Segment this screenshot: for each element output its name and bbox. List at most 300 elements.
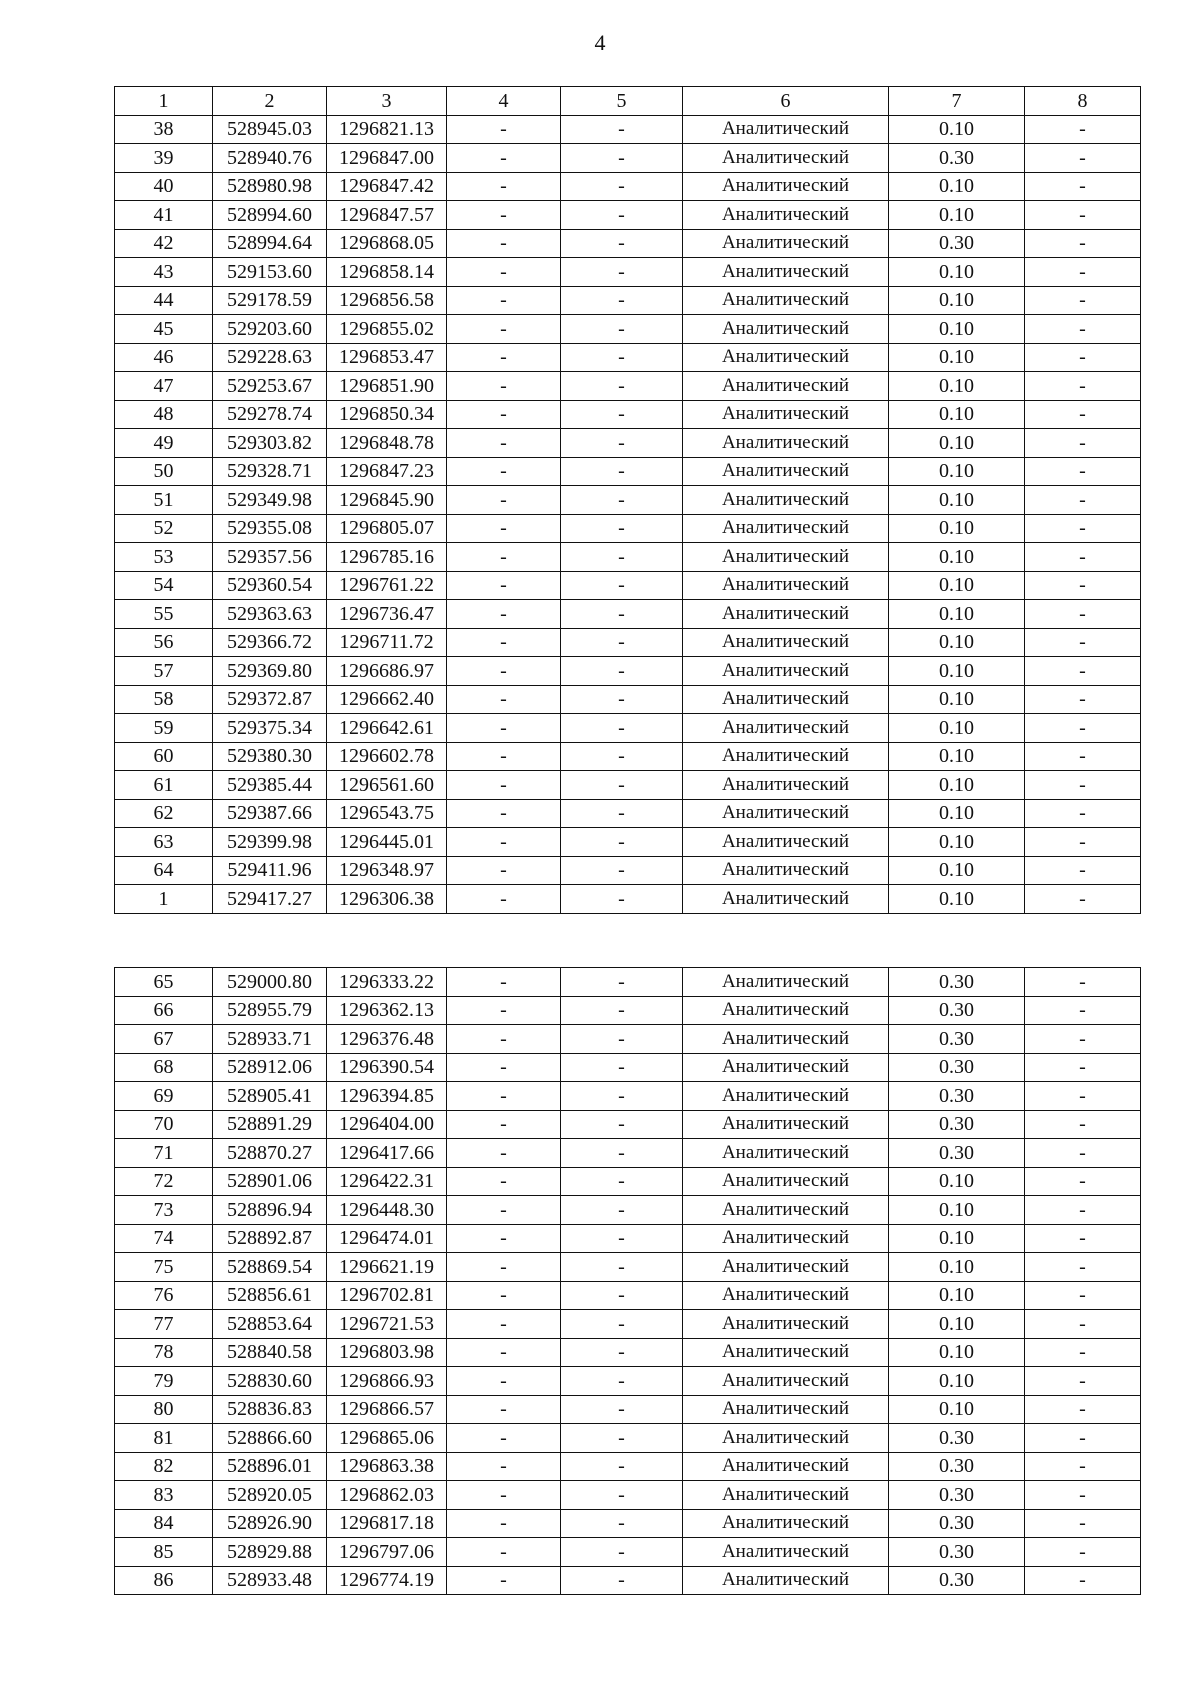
point-number-cell: 52 xyxy=(115,514,213,543)
method-cell: Аналитический xyxy=(683,1367,889,1396)
x-coordinate-cell: 528912.06 xyxy=(213,1053,327,1082)
col-5-value-cell: - xyxy=(561,828,683,857)
table-row xyxy=(115,1310,1141,1339)
col-4-value-cell: - xyxy=(447,1509,561,1538)
col-8-value-cell: - xyxy=(1025,1424,1141,1453)
x-coordinate-cell: 529153.60 xyxy=(213,258,327,287)
x-coordinate-cell: 529000.80 xyxy=(213,968,327,997)
col-4-value-cell: - xyxy=(447,514,561,543)
accuracy-cell: 0.10 xyxy=(889,742,1025,771)
accuracy-cell: 0.10 xyxy=(889,201,1025,230)
col-4-value-cell: - xyxy=(447,400,561,429)
x-coordinate-cell: 528933.71 xyxy=(213,1025,327,1054)
table-row xyxy=(115,968,1141,997)
col-5-value-cell: - xyxy=(561,1566,683,1595)
table-row xyxy=(115,429,1141,458)
point-number-cell: 72 xyxy=(115,1167,213,1196)
x-coordinate-cell: 529387.66 xyxy=(213,799,327,828)
method-cell: Аналитический xyxy=(683,115,889,144)
point-number-cell: 55 xyxy=(115,600,213,629)
col-5-value-cell: - xyxy=(561,115,683,144)
col-5-value-cell: - xyxy=(561,258,683,287)
x-coordinate-cell: 529363.63 xyxy=(213,600,327,629)
coordinates-table-continued xyxy=(114,967,1141,1595)
method-cell: Аналитический xyxy=(683,657,889,686)
method-cell: Аналитический xyxy=(683,628,889,657)
method-cell: Аналитический xyxy=(683,1025,889,1054)
y-coordinate-cell: 1296417.66 xyxy=(327,1139,447,1168)
col-8-value-cell: - xyxy=(1025,1509,1141,1538)
accuracy-cell: 0.10 xyxy=(889,372,1025,401)
col-5-value-cell: - xyxy=(561,543,683,572)
point-number-cell: 71 xyxy=(115,1139,213,1168)
col-5-value-cell: - xyxy=(561,1139,683,1168)
table-row xyxy=(115,771,1141,800)
y-coordinate-cell: 1296376.48 xyxy=(327,1025,447,1054)
col-4-value-cell: - xyxy=(447,1053,561,1082)
col-8-value-cell: - xyxy=(1025,372,1141,401)
y-coordinate-cell: 1296774.19 xyxy=(327,1566,447,1595)
col-4-value-cell: - xyxy=(447,1281,561,1310)
point-number-cell: 65 xyxy=(115,968,213,997)
y-coordinate-cell: 1296863.38 xyxy=(327,1452,447,1481)
col-8-value-cell: - xyxy=(1025,742,1141,771)
y-coordinate-cell: 1296702.81 xyxy=(327,1281,447,1310)
col-4-value-cell: - xyxy=(447,1367,561,1396)
col-4-value-cell: - xyxy=(447,343,561,372)
accuracy-cell: 0.10 xyxy=(889,400,1025,429)
x-coordinate-cell: 529355.08 xyxy=(213,514,327,543)
table-row xyxy=(115,144,1141,173)
y-coordinate-cell: 1296561.60 xyxy=(327,771,447,800)
point-number-cell: 79 xyxy=(115,1367,213,1396)
x-coordinate-cell: 528994.64 xyxy=(213,229,327,258)
col-5-value-cell: - xyxy=(561,429,683,458)
method-cell: Аналитический xyxy=(683,1424,889,1453)
x-coordinate-cell: 528994.60 xyxy=(213,201,327,230)
col-8-value-cell: - xyxy=(1025,1281,1141,1310)
method-cell: Аналитический xyxy=(683,1538,889,1567)
col-5-value-cell: - xyxy=(561,372,683,401)
method-cell: Аналитический xyxy=(683,714,889,743)
table-row xyxy=(115,1281,1141,1310)
table-row xyxy=(115,1395,1141,1424)
y-coordinate-cell: 1296686.97 xyxy=(327,657,447,686)
accuracy-cell: 0.10 xyxy=(889,1253,1025,1282)
col-5-value-cell: - xyxy=(561,1110,683,1139)
accuracy-cell: 0.30 xyxy=(889,1082,1025,1111)
method-cell: Аналитический xyxy=(683,1082,889,1111)
y-coordinate-cell: 1296847.57 xyxy=(327,201,447,230)
col-4-value-cell: - xyxy=(447,714,561,743)
col-8-value-cell: - xyxy=(1025,1082,1141,1111)
col-5-value-cell: - xyxy=(561,172,683,201)
accuracy-cell: 0.10 xyxy=(889,457,1025,486)
method-cell: Аналитический xyxy=(683,1310,889,1339)
method-cell: Аналитический xyxy=(683,343,889,372)
method-cell: Аналитический xyxy=(683,486,889,515)
x-coordinate-cell: 528980.98 xyxy=(213,172,327,201)
point-number-cell: 40 xyxy=(115,172,213,201)
x-coordinate-cell: 528856.61 xyxy=(213,1281,327,1310)
col-5-value-cell: - xyxy=(561,571,683,600)
accuracy-cell: 0.10 xyxy=(889,714,1025,743)
method-cell: Аналитический xyxy=(683,457,889,486)
col-5-value-cell: - xyxy=(561,657,683,686)
x-coordinate-cell: 528836.83 xyxy=(213,1395,327,1424)
col-4-value-cell: - xyxy=(447,628,561,657)
col-8-value-cell: - xyxy=(1025,1167,1141,1196)
col-8-value-cell: - xyxy=(1025,1566,1141,1595)
method-cell: Аналитический xyxy=(683,828,889,857)
x-coordinate-cell: 528933.48 xyxy=(213,1566,327,1595)
col-4-value-cell: - xyxy=(447,600,561,629)
accuracy-cell: 0.10 xyxy=(889,799,1025,828)
col-8-value-cell: - xyxy=(1025,1110,1141,1139)
point-number-cell: 42 xyxy=(115,229,213,258)
col-5-value-cell: - xyxy=(561,1281,683,1310)
point-number-cell: 75 xyxy=(115,1253,213,1282)
col-8-value-cell: - xyxy=(1025,1452,1141,1481)
x-coordinate-cell: 529366.72 xyxy=(213,628,327,657)
point-number-cell: 76 xyxy=(115,1281,213,1310)
x-coordinate-cell: 528896.94 xyxy=(213,1196,327,1225)
accuracy-cell: 0.10 xyxy=(889,856,1025,885)
accuracy-cell: 0.10 xyxy=(889,1224,1025,1253)
y-coordinate-cell: 1296362.13 xyxy=(327,996,447,1025)
accuracy-cell: 0.10 xyxy=(889,486,1025,515)
x-coordinate-cell: 528920.05 xyxy=(213,1481,327,1510)
method-cell: Аналитический xyxy=(683,315,889,344)
point-number-cell: 39 xyxy=(115,144,213,173)
col-8-value-cell: - xyxy=(1025,429,1141,458)
point-number-cell: 58 xyxy=(115,685,213,714)
accuracy-cell: 0.10 xyxy=(889,1281,1025,1310)
x-coordinate-cell: 529380.30 xyxy=(213,742,327,771)
y-coordinate-cell: 1296306.38 xyxy=(327,885,447,914)
point-number-cell: 68 xyxy=(115,1053,213,1082)
point-number-cell: 46 xyxy=(115,343,213,372)
table-row xyxy=(115,600,1141,629)
col-8-value-cell: - xyxy=(1025,1538,1141,1567)
table-row xyxy=(115,286,1141,315)
header-cell-5: 5 xyxy=(561,87,683,116)
table-row xyxy=(115,115,1141,144)
method-cell: Аналитический xyxy=(683,1139,889,1168)
method-cell: Аналитический xyxy=(683,1452,889,1481)
point-number-cell: 57 xyxy=(115,657,213,686)
col-8-value-cell: - xyxy=(1025,771,1141,800)
col-4-value-cell: - xyxy=(447,115,561,144)
x-coordinate-cell: 528929.88 xyxy=(213,1538,327,1567)
col-8-value-cell: - xyxy=(1025,1338,1141,1367)
table-row xyxy=(115,856,1141,885)
method-cell: Аналитический xyxy=(683,742,889,771)
accuracy-cell: 0.10 xyxy=(889,172,1025,201)
accuracy-cell: 0.10 xyxy=(889,1367,1025,1396)
table-row xyxy=(115,343,1141,372)
table-row xyxy=(115,1082,1141,1111)
method-cell: Аналитический xyxy=(683,968,889,997)
col-8-value-cell: - xyxy=(1025,600,1141,629)
x-coordinate-cell: 528905.41 xyxy=(213,1082,327,1111)
col-5-value-cell: - xyxy=(561,968,683,997)
col-4-value-cell: - xyxy=(447,1025,561,1054)
col-4-value-cell: - xyxy=(447,1395,561,1424)
col-5-value-cell: - xyxy=(561,201,683,230)
col-5-value-cell: - xyxy=(561,771,683,800)
col-5-value-cell: - xyxy=(561,714,683,743)
col-8-value-cell: - xyxy=(1025,828,1141,857)
table-row xyxy=(115,543,1141,572)
col-4-value-cell: - xyxy=(447,144,561,173)
col-8-value-cell: - xyxy=(1025,343,1141,372)
col-8-value-cell: - xyxy=(1025,968,1141,997)
point-number-cell: 1 xyxy=(115,885,213,914)
point-number-cell: 50 xyxy=(115,457,213,486)
accuracy-cell: 0.30 xyxy=(889,1538,1025,1567)
accuracy-cell: 0.30 xyxy=(889,1110,1025,1139)
y-coordinate-cell: 1296853.47 xyxy=(327,343,447,372)
point-number-cell: 53 xyxy=(115,543,213,572)
col-8-value-cell: - xyxy=(1025,1253,1141,1282)
y-coordinate-cell: 1296797.06 xyxy=(327,1538,447,1567)
y-coordinate-cell: 1296821.13 xyxy=(327,115,447,144)
header-cell-6: 6 xyxy=(683,87,889,116)
x-coordinate-cell: 528896.01 xyxy=(213,1452,327,1481)
table-row xyxy=(115,486,1141,515)
page-number: 4 xyxy=(594,30,606,55)
method-cell: Аналитический xyxy=(683,885,889,914)
col-8-value-cell: - xyxy=(1025,657,1141,686)
col-4-value-cell: - xyxy=(447,885,561,914)
method-cell: Аналитический xyxy=(683,172,889,201)
col-5-value-cell: - xyxy=(561,1452,683,1481)
method-cell: Аналитический xyxy=(683,514,889,543)
table-row xyxy=(115,1452,1141,1481)
point-number-cell: 83 xyxy=(115,1481,213,1510)
col-8-value-cell: - xyxy=(1025,856,1141,885)
method-cell: Аналитический xyxy=(683,1395,889,1424)
point-number-cell: 81 xyxy=(115,1424,213,1453)
method-cell: Аналитический xyxy=(683,1509,889,1538)
table-body xyxy=(115,968,1141,1595)
x-coordinate-cell: 529360.54 xyxy=(213,571,327,600)
col-5-value-cell: - xyxy=(561,343,683,372)
y-coordinate-cell: 1296847.00 xyxy=(327,144,447,173)
y-coordinate-cell: 1296803.98 xyxy=(327,1338,447,1367)
col-8-value-cell: - xyxy=(1025,400,1141,429)
table-row xyxy=(115,1196,1141,1225)
y-coordinate-cell: 1296848.78 xyxy=(327,429,447,458)
accuracy-cell: 0.10 xyxy=(889,885,1025,914)
method-cell: Аналитический xyxy=(683,286,889,315)
accuracy-cell: 0.30 xyxy=(889,1424,1025,1453)
col-5-value-cell: - xyxy=(561,1338,683,1367)
accuracy-cell: 0.10 xyxy=(889,1196,1025,1225)
table-row xyxy=(115,742,1141,771)
col-4-value-cell: - xyxy=(447,457,561,486)
point-number-cell: 85 xyxy=(115,1538,213,1567)
x-coordinate-cell: 529411.96 xyxy=(213,856,327,885)
col-5-value-cell: - xyxy=(561,685,683,714)
method-cell: Аналитический xyxy=(683,771,889,800)
y-coordinate-cell: 1296642.61 xyxy=(327,714,447,743)
col-8-value-cell: - xyxy=(1025,201,1141,230)
col-8-value-cell: - xyxy=(1025,571,1141,600)
col-5-value-cell: - xyxy=(561,457,683,486)
col-4-value-cell: - xyxy=(447,1082,561,1111)
table-row xyxy=(115,1338,1141,1367)
method-cell: Аналитический xyxy=(683,1338,889,1367)
col-8-value-cell: - xyxy=(1025,799,1141,828)
table-row xyxy=(115,1566,1141,1595)
x-coordinate-cell: 529369.80 xyxy=(213,657,327,686)
col-4-value-cell: - xyxy=(447,1424,561,1453)
col-8-value-cell: - xyxy=(1025,229,1141,258)
table-row xyxy=(115,457,1141,486)
method-cell: Аналитический xyxy=(683,1481,889,1510)
table-row xyxy=(115,514,1141,543)
point-number-cell: 48 xyxy=(115,400,213,429)
point-number-cell: 38 xyxy=(115,115,213,144)
method-cell: Аналитический xyxy=(683,229,889,258)
col-5-value-cell: - xyxy=(561,229,683,258)
method-cell: Аналитический xyxy=(683,856,889,885)
table-row xyxy=(115,315,1141,344)
x-coordinate-cell: 529203.60 xyxy=(213,315,327,344)
table-row xyxy=(115,1025,1141,1054)
accuracy-cell: 0.30 xyxy=(889,1509,1025,1538)
point-number-cell: 59 xyxy=(115,714,213,743)
table-row xyxy=(115,828,1141,857)
y-coordinate-cell: 1296736.47 xyxy=(327,600,447,629)
header-cell-8: 8 xyxy=(1025,87,1141,116)
y-coordinate-cell: 1296445.01 xyxy=(327,828,447,857)
accuracy-cell: 0.10 xyxy=(889,258,1025,287)
col-4-value-cell: - xyxy=(447,571,561,600)
y-coordinate-cell: 1296448.30 xyxy=(327,1196,447,1225)
col-8-value-cell: - xyxy=(1025,1053,1141,1082)
col-4-value-cell: - xyxy=(447,856,561,885)
table-row xyxy=(115,657,1141,686)
accuracy-cell: 0.10 xyxy=(889,1338,1025,1367)
col-5-value-cell: - xyxy=(561,742,683,771)
y-coordinate-cell: 1296404.00 xyxy=(327,1110,447,1139)
col-5-value-cell: - xyxy=(561,1424,683,1453)
x-coordinate-cell: 529178.59 xyxy=(213,286,327,315)
col-8-value-cell: - xyxy=(1025,1025,1141,1054)
point-number-cell: 66 xyxy=(115,996,213,1025)
col-8-value-cell: - xyxy=(1025,1395,1141,1424)
x-coordinate-cell: 529417.27 xyxy=(213,885,327,914)
point-number-cell: 64 xyxy=(115,856,213,885)
col-4-value-cell: - xyxy=(447,1139,561,1168)
col-5-value-cell: - xyxy=(561,1481,683,1510)
col-8-value-cell: - xyxy=(1025,172,1141,201)
accuracy-cell: 0.10 xyxy=(889,771,1025,800)
col-8-value-cell: - xyxy=(1025,1139,1141,1168)
col-5-value-cell: - xyxy=(561,628,683,657)
method-cell: Аналитический xyxy=(683,1566,889,1595)
table-row xyxy=(115,628,1141,657)
x-coordinate-cell: 529253.67 xyxy=(213,372,327,401)
col-4-value-cell: - xyxy=(447,657,561,686)
y-coordinate-cell: 1296847.42 xyxy=(327,172,447,201)
coordinates-table xyxy=(114,86,1141,914)
col-4-value-cell: - xyxy=(447,1167,561,1196)
accuracy-cell: 0.30 xyxy=(889,1481,1025,1510)
col-4-value-cell: - xyxy=(447,1224,561,1253)
col-5-value-cell: - xyxy=(561,799,683,828)
col-4-value-cell: - xyxy=(447,1253,561,1282)
col-5-value-cell: - xyxy=(561,1367,683,1396)
col-8-value-cell: - xyxy=(1025,714,1141,743)
accuracy-cell: 0.10 xyxy=(889,628,1025,657)
col-4-value-cell: - xyxy=(447,771,561,800)
method-cell: Аналитический xyxy=(683,400,889,429)
col-5-value-cell: - xyxy=(561,1196,683,1225)
col-4-value-cell: - xyxy=(447,1110,561,1139)
y-coordinate-cell: 1296855.02 xyxy=(327,315,447,344)
point-number-cell: 73 xyxy=(115,1196,213,1225)
x-coordinate-cell: 528891.29 xyxy=(213,1110,327,1139)
table-row xyxy=(115,372,1141,401)
x-coordinate-cell: 528866.60 xyxy=(213,1424,327,1453)
x-coordinate-cell: 528840.58 xyxy=(213,1338,327,1367)
col-4-value-cell: - xyxy=(447,258,561,287)
x-coordinate-cell: 529375.34 xyxy=(213,714,327,743)
col-4-value-cell: - xyxy=(447,429,561,458)
col-4-value-cell: - xyxy=(447,543,561,572)
table-row xyxy=(115,1053,1141,1082)
x-coordinate-cell: 529278.74 xyxy=(213,400,327,429)
accuracy-cell: 0.10 xyxy=(889,115,1025,144)
x-coordinate-cell: 529228.63 xyxy=(213,343,327,372)
col-4-value-cell: - xyxy=(447,1338,561,1367)
y-coordinate-cell: 1296862.03 xyxy=(327,1481,447,1510)
method-cell: Аналитический xyxy=(683,571,889,600)
method-cell: Аналитический xyxy=(683,1167,889,1196)
accuracy-cell: 0.10 xyxy=(889,1167,1025,1196)
accuracy-cell: 0.30 xyxy=(889,1566,1025,1595)
x-coordinate-cell: 528830.60 xyxy=(213,1367,327,1396)
x-coordinate-cell: 529303.82 xyxy=(213,429,327,458)
table-row xyxy=(115,1538,1141,1567)
col-4-value-cell: - xyxy=(447,996,561,1025)
col-4-value-cell: - xyxy=(447,828,561,857)
y-coordinate-cell: 1296711.72 xyxy=(327,628,447,657)
col-5-value-cell: - xyxy=(561,400,683,429)
method-cell: Аналитический xyxy=(683,685,889,714)
y-coordinate-cell: 1296868.05 xyxy=(327,229,447,258)
col-4-value-cell: - xyxy=(447,799,561,828)
y-coordinate-cell: 1296858.14 xyxy=(327,258,447,287)
point-number-cell: 62 xyxy=(115,799,213,828)
col-4-value-cell: - xyxy=(447,201,561,230)
col-5-value-cell: - xyxy=(561,1395,683,1424)
y-coordinate-cell: 1296845.90 xyxy=(327,486,447,515)
accuracy-cell: 0.30 xyxy=(889,1025,1025,1054)
accuracy-cell: 0.30 xyxy=(889,144,1025,173)
y-coordinate-cell: 1296856.58 xyxy=(327,286,447,315)
x-coordinate-cell: 528955.79 xyxy=(213,996,327,1025)
table-row xyxy=(115,571,1141,600)
col-4-value-cell: - xyxy=(447,486,561,515)
x-coordinate-cell: 529357.56 xyxy=(213,543,327,572)
x-coordinate-cell: 528901.06 xyxy=(213,1167,327,1196)
x-coordinate-cell: 529385.44 xyxy=(213,771,327,800)
